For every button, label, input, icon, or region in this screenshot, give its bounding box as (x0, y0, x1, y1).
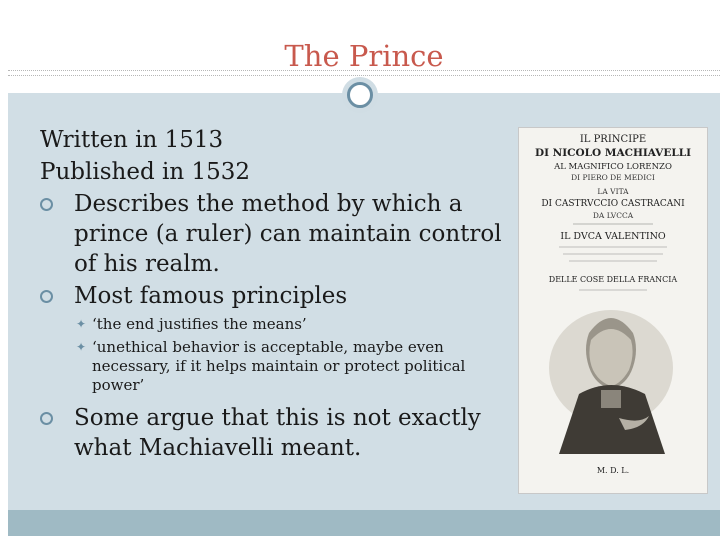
bullet-content (14, 125, 514, 463)
image-text-line: AL MAGNIFICO LORENZO (554, 162, 672, 172)
title-page-illustration (519, 128, 707, 493)
principle-item (76, 315, 514, 334)
image-text-line: DA LVCCA (592, 211, 634, 220)
ring-bullet-icon (40, 403, 74, 433)
sub-bullet-text: Most famous principles (74, 283, 348, 309)
image-text-line: DI PIERO DE MEDICI (571, 173, 655, 182)
arrow-bullet-icon: ✦ (76, 340, 87, 354)
title-divider-bottom (8, 75, 720, 76)
sub-bullet-describes (40, 189, 514, 279)
ring-bullet-icon (40, 189, 74, 219)
image-text-line: DELLE COSE DELLA FRANCIA (548, 275, 678, 284)
bullet-text: Published in 1532 (40, 159, 250, 185)
bullet-text: Written in 1513 (40, 127, 224, 153)
slide-title: The Prince (284, 39, 444, 73)
principle-text: ‘the end justifies the means’ (92, 315, 307, 333)
title-divider-top (8, 70, 720, 71)
image-text-line: M. D. L. (596, 466, 630, 475)
closing-text: Some argue that this is not exactly what Machiavelli meant. (74, 405, 481, 461)
sub-bullet-closing (40, 403, 514, 463)
arrow-bullet-icon: ✦ (76, 317, 87, 331)
ring-bullet-icon (40, 281, 74, 311)
principle-text: ‘unethical behavior is acceptable, maybe even necessary, if it helps maintain or protect political power’ (92, 338, 466, 394)
footer-bar (8, 510, 720, 536)
decorative-ring-icon (342, 77, 378, 113)
sub-bullet-text: Describes the method by which a prince (a ruler) can maintain control of his realm. (74, 191, 502, 277)
bullet-dot-icon (14, 125, 40, 134)
portrait-engraving (549, 310, 673, 454)
bullet-written (14, 125, 514, 155)
machiavelli-title-page-image (518, 127, 708, 494)
bullet-published (14, 157, 514, 187)
image-text-line: IL PRINCIPE (579, 134, 647, 145)
image-text-line: LA VITA (597, 187, 629, 196)
bullet-dot-icon (14, 157, 40, 166)
image-text-line: IL DVCA VALENTINO (560, 231, 666, 242)
image-text-line: DI NICOLO MACHIAVELLI (534, 147, 692, 159)
sub-bullet-principles (40, 281, 514, 311)
principle-item (76, 338, 514, 395)
image-text-line: DI CASTRVCCIO CASTRACANI (541, 199, 685, 209)
